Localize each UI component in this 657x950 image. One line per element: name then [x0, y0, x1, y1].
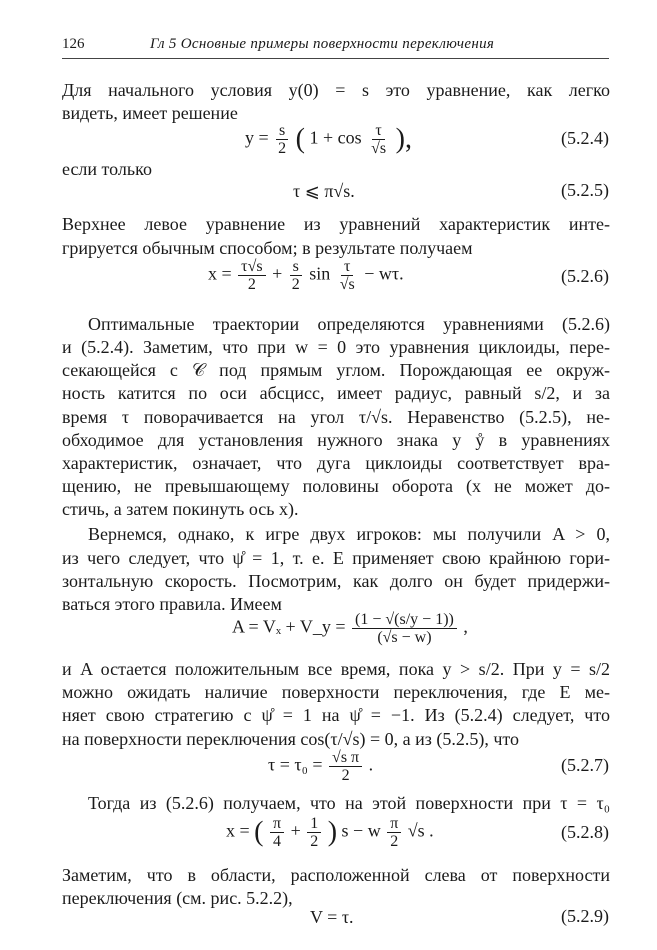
numerator: π: [270, 815, 284, 833]
equation-5-2-6: [208, 258, 404, 293]
denominator: 2: [390, 833, 399, 850]
text-line: няет свою стратегию с ψ̊ = 1 на ψ̊ = −1. Из (5.2.4) следует, что: [62, 705, 610, 725]
text-line: Для начального условия y(0) = s это уравнение, как легко: [62, 80, 610, 100]
text-line: и A остается положительным все время, пока y > s/2. При y = s/2: [62, 659, 610, 679]
numerator: τ: [372, 122, 384, 140]
eq-fraction: [368, 122, 389, 157]
numerator: τ: [341, 258, 353, 276]
equation-A: [232, 611, 468, 646]
paren-open: (: [295, 123, 305, 155]
text-line: можно ожидать наличие поверхности переключения, где E ме-: [62, 682, 610, 702]
denominator: 2: [278, 140, 287, 157]
text-line: Верхнее левое уравнение из уравнений характеристик инте-: [62, 214, 610, 234]
paren-open: (: [254, 816, 264, 848]
text-line: Вернемся, однако, к игре двух игроков: мы получили A > 0,: [88, 524, 610, 544]
numerator: √s π: [329, 749, 362, 767]
text-line: на поверхности переключения cos(τ/√s) = 0, а из (5.2.5), что: [62, 729, 520, 749]
eq-function: sin: [309, 263, 331, 284]
equation-5-2-9: [310, 906, 354, 928]
text-line: видеть, имеет решение: [62, 103, 238, 123]
text-line: Оптимальные траектории определяются уравнениями (5.2.6): [88, 314, 610, 334]
denominator: (√s − w): [377, 629, 432, 646]
equation-5-2-8: [226, 815, 434, 850]
eq-fraction: [238, 258, 265, 293]
text-line: секающейся с 𝒞 под прямым углом. Порождающая ее окруж-: [62, 360, 610, 380]
paren-close: ): [327, 816, 338, 848]
eq-operator: +: [290, 820, 301, 841]
equation-label: (5.2.4): [561, 128, 609, 148]
denominator: 2: [310, 833, 319, 850]
text-line: ваться этого правила. Имеем: [62, 594, 282, 614]
equation-5-2-5: [293, 180, 355, 202]
running-header: [62, 36, 609, 58]
equation-5-2-7: [268, 749, 373, 784]
text-line: Тогда из (5.2.6) получаем, что на этой поверхности при τ = τ₀: [88, 793, 610, 813]
running-title: Гл 5 Основные примеры поверхности переключения: [150, 36, 495, 52]
text-line: и (5.2.4). Заметим, что при w = 0 это уравнения циклоиды, пере-: [62, 337, 610, 357]
denominator: √s: [371, 140, 387, 157]
eq-tail: ,: [463, 616, 468, 637]
denominator: 2: [291, 276, 300, 293]
eq-fraction: [337, 258, 358, 293]
denominator: √s: [339, 276, 355, 293]
denominator: 4: [273, 833, 282, 850]
eq-body: 1 + cos: [309, 127, 362, 148]
numerator: τ√s: [238, 258, 265, 276]
eq-body: V = τ.: [310, 907, 354, 927]
eq-lhs: x =: [226, 820, 250, 841]
denominator: 2: [247, 276, 256, 293]
numerator: s: [276, 122, 288, 140]
text-line: из чего следует, что ψ̊ = 1, т. е. E применяет свою крайнюю гори-: [62, 548, 610, 568]
paren-close: ),: [395, 123, 412, 155]
denominator: 2: [341, 767, 350, 784]
text-line: характеристик, означает, что дуга циклоиды соответствует вра-: [62, 453, 610, 473]
text-line: если только: [62, 159, 152, 179]
eq-lhs: y =: [245, 127, 269, 148]
numerator: 1: [307, 815, 321, 833]
equation-label: (5.2.8): [561, 822, 609, 842]
eq-lhs: A = Vₓ + V_y =: [232, 616, 346, 637]
equation-5-2-4: [245, 122, 412, 157]
eq-fraction: [387, 815, 401, 850]
text-line: Заметим, что в области, расположенной слева от поверхности: [62, 865, 610, 885]
equation-label: (5.2.7): [561, 755, 609, 775]
eq-body: τ ⩽ π√s.: [293, 181, 355, 201]
text-line: переключения (см. рис. 5.2.2),: [62, 888, 293, 908]
numerator: (1 − √(s/y − 1)): [352, 611, 457, 629]
eq-tail: .: [368, 754, 374, 775]
eq-fraction: [275, 122, 289, 157]
header-rule: [62, 58, 609, 59]
eq-fraction: [352, 611, 457, 646]
equation-label: (5.2.6): [561, 266, 609, 286]
eq-lhs: τ = τ₀ =: [268, 754, 323, 775]
text-line: щению, не превышающему половины оборота (x не может до-: [62, 476, 610, 496]
numerator: s: [290, 258, 302, 276]
eq-lhs: x =: [208, 263, 232, 284]
eq-operator: +: [272, 263, 283, 284]
eq-fraction: [307, 815, 321, 850]
eq-fraction: [289, 258, 303, 293]
eq-fraction: [329, 749, 362, 784]
text-line: зонтальную скорость. Посмотрим, как долго он будет придержи-: [62, 571, 610, 591]
text-line: стичь, а затем покинуть ось x).: [62, 499, 299, 519]
numerator: π: [387, 815, 401, 833]
eq-body: s − w: [341, 820, 381, 841]
eq-fraction: [270, 815, 284, 850]
text-line: время τ поворачивается на угол τ/√s. Неравенство (5.2.5), не-: [62, 407, 610, 427]
text-line: обходимое для установления нужного знака у ẙ в уравнениях: [62, 430, 610, 450]
text-line: ность катится по оси абсцисс, имеет радиус, равный s/2, и за: [62, 383, 610, 403]
equation-label: (5.2.5): [561, 180, 609, 200]
text-line: грируется обычным способом; в результате получаем: [62, 238, 473, 258]
page-number: 126: [62, 36, 85, 52]
eq-tail: √s .: [407, 820, 434, 841]
eq-tail: − wτ.: [364, 263, 404, 284]
equation-label: (5.2.9): [561, 906, 609, 926]
